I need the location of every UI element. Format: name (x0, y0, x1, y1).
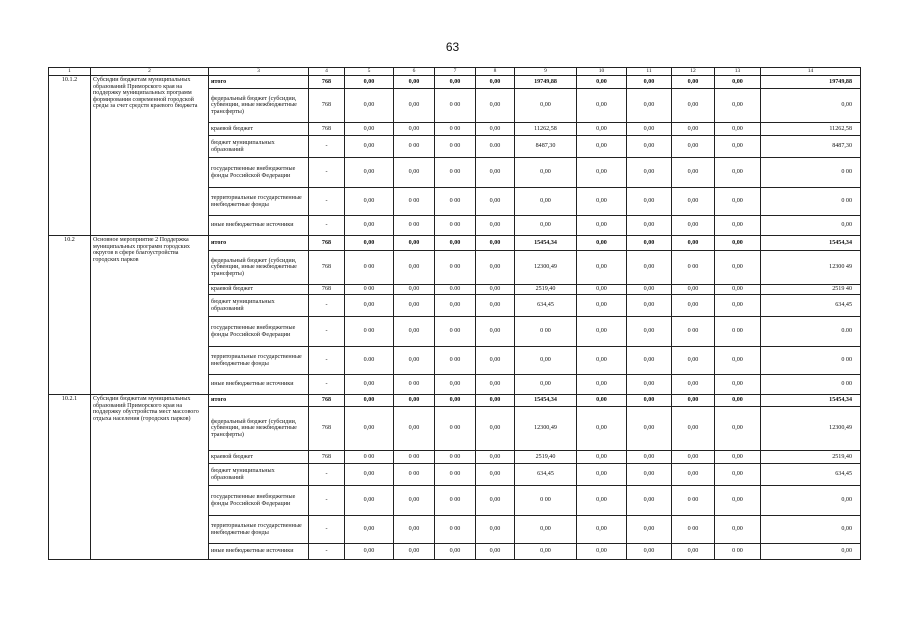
value-cell-col-9: 2519,40 (515, 451, 577, 464)
funding-source: государственные внебюджетные фонды Российской Федерации (209, 317, 309, 347)
value-cell-col-8: 0,00 (476, 216, 515, 236)
value-cell-col-6: 0,00 (394, 395, 435, 407)
value-cell-col-11: 0,00 (627, 251, 672, 285)
value-cell-col-11: 0,00 (627, 236, 672, 251)
value-cell-col-14: 634,45 (761, 295, 861, 317)
value-cell-col-10: 0,00 (577, 295, 627, 317)
value-cell-col-14: 0 00 (761, 158, 861, 188)
value-cell-col-10: 0,00 (577, 285, 627, 295)
value-cell-col-6: 0 00 (394, 188, 435, 216)
value-cell-col-10: 0,00 (577, 251, 627, 285)
value-cell-col-12: 0,00 (672, 544, 715, 560)
funding-source: иные внебюджетные источники (209, 216, 309, 236)
funding-source: федеральный бюджет (субсидии, субвенции, иные межбюджетные трансферты) (209, 251, 309, 285)
value-cell-col-8: 0,00 (476, 375, 515, 395)
value-cell-col-10: 0,00 (577, 544, 627, 560)
value-cell-col-8: 0,00 (476, 464, 515, 486)
value-cell-col-8: 0,00 (476, 516, 515, 544)
value-cell-col-4: 768 (309, 236, 345, 251)
value-cell-col-13: 0,00 (715, 464, 761, 486)
value-cell-col-5: 0,00 (345, 136, 394, 158)
funding-source: иные внебюджетные источники (209, 375, 309, 395)
value-cell-col-11: 0,00 (627, 395, 672, 407)
value-cell-col-6: 0 00 (394, 451, 435, 464)
value-cell-col-5: 0,00 (345, 544, 394, 560)
funding-source: бюджет муниципальных образований (209, 464, 309, 486)
funding-source: краевой бюджет (209, 451, 309, 464)
row-code: 10.2.1 (49, 395, 91, 560)
funding-source: территориальные государственные внебюджетные фонды (209, 347, 309, 375)
value-cell-col-9: 0,00 (515, 516, 577, 544)
value-cell-col-6: 0,00 (394, 76, 435, 89)
value-cell-col-10: 0,00 (577, 375, 627, 395)
value-cell-col-11: 0,00 (627, 347, 672, 375)
value-cell-col-14: 8487,30 (761, 136, 861, 158)
value-cell-col-8: 0,00 (476, 236, 515, 251)
value-cell-col-12: 0 00 (672, 251, 715, 285)
value-cell-col-4: - (309, 158, 345, 188)
funding-source: итого (209, 395, 309, 407)
page-number: 63 (445, 40, 460, 54)
value-cell-col-13: 0,00 (715, 216, 761, 236)
value-cell-col-14: 0 00 (761, 188, 861, 216)
value-cell-col-7: 0 00 (435, 216, 476, 236)
value-cell-col-13: 0,00 (715, 136, 761, 158)
value-cell-col-13: 0 00 (715, 317, 761, 347)
value-cell-col-12: 0,00 (672, 407, 715, 451)
value-cell-col-6: 0,00 (394, 516, 435, 544)
value-cell-col-14: 12300 49 (761, 251, 861, 285)
value-cell-col-11: 0,00 (627, 188, 672, 216)
value-cell-col-8: 0,00 (476, 407, 515, 451)
value-cell-col-10: 0,00 (577, 464, 627, 486)
column-header-14: 14 (761, 68, 861, 76)
column-header-4: 4 (309, 68, 345, 76)
value-cell-col-5: 0,00 (345, 395, 394, 407)
value-cell-col-14: 11262,58 (761, 123, 861, 136)
value-cell-col-4: - (309, 486, 345, 516)
value-cell-col-13: 0 00 (715, 544, 761, 560)
value-cell-col-10: 0,00 (577, 89, 627, 123)
value-cell-col-11: 0,00 (627, 136, 672, 158)
value-cell-col-11: 0,00 (627, 451, 672, 464)
value-cell-col-14: 12300,49 (761, 407, 861, 451)
value-cell-col-6: 0 00 (394, 375, 435, 395)
value-cell-col-12: 0,00 (672, 451, 715, 464)
value-cell-col-11: 0,00 (627, 317, 672, 347)
value-cell-col-5: 0,00 (345, 295, 394, 317)
value-cell-col-4: - (309, 216, 345, 236)
value-cell-col-12: 0,00 (672, 295, 715, 317)
value-cell-col-13: 0,00 (715, 347, 761, 375)
value-cell-col-6: 0,00 (394, 407, 435, 451)
value-cell-col-10: 0,00 (577, 486, 627, 516)
value-cell-col-14: 0,00 (761, 89, 861, 123)
funding-source: федеральный бюджет (субсидии, субвенции, иные межбюджетные трансферты) (209, 89, 309, 123)
value-cell-col-14: 0,00 (761, 216, 861, 236)
value-cell-col-7: 0 00 (435, 451, 476, 464)
value-cell-col-7: 0.00 (435, 285, 476, 295)
value-cell-col-11: 0,00 (627, 76, 672, 89)
value-cell-col-8: 0,00 (476, 451, 515, 464)
funding-source: краевой бюджет (209, 123, 309, 136)
funding-source: территориальные государственные внебюджетные фонды (209, 188, 309, 216)
value-cell-col-12: 0,00 (672, 123, 715, 136)
value-cell-col-10: 0,00 (577, 123, 627, 136)
value-cell-col-13: 0,00 (715, 123, 761, 136)
value-cell-col-6: 0,00 (394, 317, 435, 347)
value-cell-col-4: - (309, 516, 345, 544)
value-cell-col-14: 0.00 (761, 317, 861, 347)
value-cell-col-14: 634,45 (761, 464, 861, 486)
value-cell-col-14: 0,00 (761, 544, 861, 560)
value-cell-col-6: 0 00 (394, 136, 435, 158)
column-header-13: 13 (715, 68, 761, 76)
value-cell-col-7: 0 00 (435, 188, 476, 216)
value-cell-col-11: 0,00 (627, 295, 672, 317)
value-cell-col-9: 0 00 (515, 317, 577, 347)
value-cell-col-12: 0 00 (672, 486, 715, 516)
value-cell-col-7: 0 00 (435, 486, 476, 516)
value-cell-col-10: 0,00 (577, 395, 627, 407)
value-cell-col-10: 0,00 (577, 216, 627, 236)
table-header (49, 68, 861, 76)
funding-source: итого (209, 76, 309, 89)
value-cell-col-7: 0 00 (435, 89, 476, 123)
budget-table-container (48, 67, 860, 560)
value-cell-col-5: 0 00 (345, 285, 394, 295)
value-cell-col-12: 0 00 (672, 516, 715, 544)
value-cell-col-12: 0,00 (672, 89, 715, 123)
value-cell-col-8: 0,00 (476, 89, 515, 123)
value-cell-col-4: - (309, 136, 345, 158)
value-cell-col-13: 0,00 (715, 236, 761, 251)
value-cell-col-9: 15454,34 (515, 236, 577, 251)
value-cell-col-10: 0,00 (577, 407, 627, 451)
value-cell-col-8: 0,00 (476, 76, 515, 89)
funding-source: краевой бюджет (209, 285, 309, 295)
value-cell-col-7: 0 00 (435, 516, 476, 544)
value-cell-col-9: 0,00 (515, 89, 577, 123)
funding-source: бюджет муниципальных образований (209, 136, 309, 158)
value-cell-col-10: 0,00 (577, 158, 627, 188)
value-cell-col-12: 0,00 (672, 76, 715, 89)
value-cell-col-5: 0,00 (345, 236, 394, 251)
value-cell-col-10: 0,00 (577, 317, 627, 347)
value-cell-col-13: 0,00 (715, 407, 761, 451)
value-cell-col-9: 634,45 (515, 295, 577, 317)
value-cell-col-12: 0,00 (672, 236, 715, 251)
budget-table (48, 67, 861, 560)
value-cell-col-6: 0,00 (394, 236, 435, 251)
value-cell-col-8: 0,00 (476, 486, 515, 516)
value-cell-col-8: 0.00 (476, 136, 515, 158)
value-cell-col-5: 0,00 (345, 375, 394, 395)
value-cell-col-6: 0,00 (394, 295, 435, 317)
value-cell-col-7: 0,00 (435, 544, 476, 560)
column-header-11: 11 (627, 68, 672, 76)
value-cell-col-11: 0,00 (627, 464, 672, 486)
value-cell-col-4: 768 (309, 123, 345, 136)
value-cell-col-4: - (309, 375, 345, 395)
value-cell-col-7: 0 00 (435, 251, 476, 285)
table-row (49, 236, 861, 251)
column-header-12: 12 (672, 68, 715, 76)
value-cell-col-11: 0,00 (627, 486, 672, 516)
value-cell-col-10: 0,00 (577, 347, 627, 375)
column-header-6: 6 (394, 68, 435, 76)
value-cell-col-9: 12300,49 (515, 251, 577, 285)
value-cell-col-4: - (309, 295, 345, 317)
value-cell-col-13: 0,00 (715, 188, 761, 216)
funding-source: федеральный бюджет (субсидии, субвенции, иные межбюджетные трансферты) (209, 407, 309, 451)
value-cell-col-4: 768 (309, 89, 345, 123)
value-cell-col-13: 0,00 (715, 285, 761, 295)
value-cell-col-4: 768 (309, 395, 345, 407)
value-cell-col-7: 0 00 (435, 317, 476, 347)
value-cell-col-4: - (309, 464, 345, 486)
value-cell-col-11: 0,00 (627, 123, 672, 136)
value-cell-col-4: - (309, 188, 345, 216)
value-cell-col-9: 0,00 (515, 188, 577, 216)
value-cell-col-7: 0,00 (435, 76, 476, 89)
value-cell-col-14: 0 00 (761, 375, 861, 395)
value-cell-col-8: 0,00 (476, 544, 515, 560)
value-cell-col-8: 0,00 (476, 251, 515, 285)
value-cell-col-12: 0,00 (672, 375, 715, 395)
value-cell-col-7: 0 00 (435, 347, 476, 375)
value-cell-col-7: 0,00 (435, 295, 476, 317)
funding-source: итого (209, 236, 309, 251)
value-cell-col-12: 0,00 (672, 285, 715, 295)
column-header-5: 5 (345, 68, 394, 76)
value-cell-col-13: 0,00 (715, 295, 761, 317)
value-cell-col-13: 0,00 (715, 395, 761, 407)
value-cell-col-8: 0,00 (476, 158, 515, 188)
value-cell-col-14: 2519 40 (761, 285, 861, 295)
table-row (49, 395, 861, 407)
funding-source: бюджет муниципальных образований (209, 295, 309, 317)
value-cell-col-4: - (309, 347, 345, 375)
value-cell-col-6: 0,00 (394, 123, 435, 136)
value-cell-col-4: 768 (309, 76, 345, 89)
value-cell-col-9: 8487,30 (515, 136, 577, 158)
row-code: 10.1.2 (49, 76, 91, 236)
value-cell-col-11: 0,00 (627, 158, 672, 188)
header-row (49, 68, 861, 76)
value-cell-col-4: 768 (309, 407, 345, 451)
value-cell-col-5: 0 00 (345, 451, 394, 464)
value-cell-col-6: 0 00 (394, 216, 435, 236)
funding-source: государственные внебюджетные фонды Российской Федерации (209, 486, 309, 516)
value-cell-col-13: 0,00 (715, 451, 761, 464)
value-cell-col-13: 0,00 (715, 486, 761, 516)
value-cell-col-9: 0 00 (515, 486, 577, 516)
value-cell-col-8: 0,00 (476, 395, 515, 407)
value-cell-col-9: 0,00 (515, 216, 577, 236)
value-cell-col-10: 0,00 (577, 76, 627, 89)
value-cell-col-13: 0,00 (715, 158, 761, 188)
value-cell-col-6: 0,00 (394, 89, 435, 123)
value-cell-col-8: 0,00 (476, 123, 515, 136)
value-cell-col-10: 0,00 (577, 188, 627, 216)
value-cell-col-12: 0,00 (672, 136, 715, 158)
value-cell-col-14: 0 00 (761, 347, 861, 375)
value-cell-col-9: 15454,34 (515, 395, 577, 407)
column-header-3: 3 (209, 68, 309, 76)
value-cell-col-13: 0,00 (715, 89, 761, 123)
value-cell-col-8: 0,00 (476, 347, 515, 375)
value-cell-col-12: 0,00 (672, 216, 715, 236)
value-cell-col-5: 0.00 (345, 347, 394, 375)
value-cell-col-7: 0 00 (435, 136, 476, 158)
value-cell-col-6: 0,00 (394, 251, 435, 285)
value-cell-col-5: 0,00 (345, 407, 394, 451)
value-cell-col-12: 0,00 (672, 347, 715, 375)
value-cell-col-9: 0,00 (515, 347, 577, 375)
value-cell-col-6: 0,00 (394, 544, 435, 560)
value-cell-col-9: 634,45 (515, 464, 577, 486)
value-cell-col-13: 0,00 (715, 375, 761, 395)
value-cell-col-7: 0 00 (435, 464, 476, 486)
funding-source: территориальные государственные внебюджетные фонды (209, 516, 309, 544)
column-header-10: 10 (577, 68, 627, 76)
value-cell-col-5: 0,00 (345, 486, 394, 516)
value-cell-col-11: 0,00 (627, 407, 672, 451)
value-cell-col-9: 0,00 (515, 158, 577, 188)
value-cell-col-6: 0 00 (394, 464, 435, 486)
value-cell-col-12: 0 00 (672, 317, 715, 347)
value-cell-col-8: 0,00 (476, 285, 515, 295)
measure-name: Субсидии бюджетам муниципальных образований Приморского края на поддержку обустройства мест массового отдыха населения (городских парков) (91, 395, 209, 560)
value-cell-col-6: 0,00 (394, 486, 435, 516)
value-cell-col-11: 0,00 (627, 375, 672, 395)
value-cell-col-14: 2519,40 (761, 451, 861, 464)
value-cell-col-7: 0 00 (435, 123, 476, 136)
value-cell-col-4: 768 (309, 451, 345, 464)
value-cell-col-9: 19749,88 (515, 76, 577, 89)
value-cell-col-5: 0,00 (345, 216, 394, 236)
value-cell-col-5: 0 00 (345, 251, 394, 285)
value-cell-col-4: 768 (309, 285, 345, 295)
funding-source: иные внебюджетные источники (209, 544, 309, 560)
value-cell-col-4: - (309, 317, 345, 347)
column-header-9: 9 (515, 68, 577, 76)
value-cell-col-8: 0,00 (476, 317, 515, 347)
funding-source: государственные внебюджетные фонды Российской Федерации (209, 158, 309, 188)
value-cell-col-7: 0,00 (435, 395, 476, 407)
value-cell-col-10: 0,00 (577, 516, 627, 544)
value-cell-col-9: 2519,40 (515, 285, 577, 295)
value-cell-col-13: 0,00 (715, 516, 761, 544)
value-cell-col-5: 0,00 (345, 516, 394, 544)
value-cell-col-11: 0,00 (627, 89, 672, 123)
value-cell-col-8: 0,00 (476, 295, 515, 317)
value-cell-col-4: 768 (309, 251, 345, 285)
row-code: 10.2 (49, 236, 91, 395)
value-cell-col-11: 0,00 (627, 216, 672, 236)
value-cell-col-10: 0,00 (577, 451, 627, 464)
value-cell-col-6: 0,00 (394, 285, 435, 295)
value-cell-col-12: 0,00 (672, 395, 715, 407)
value-cell-col-7: 0,00 (435, 236, 476, 251)
value-cell-col-5: 0,00 (345, 123, 394, 136)
value-cell-col-14: 0,00 (761, 516, 861, 544)
value-cell-col-9: 0,00 (515, 375, 577, 395)
value-cell-col-10: 0,00 (577, 236, 627, 251)
value-cell-col-9: 12300,49 (515, 407, 577, 451)
column-header-8: 8 (476, 68, 515, 76)
value-cell-col-13: 0,00 (715, 76, 761, 89)
value-cell-col-6: 0,00 (394, 347, 435, 375)
column-header-2: 2 (91, 68, 209, 76)
value-cell-col-8: 0,00 (476, 188, 515, 216)
value-cell-col-5: 0,00 (345, 464, 394, 486)
column-header-1: 1 (49, 68, 91, 76)
value-cell-col-14: 19749,88 (761, 76, 861, 89)
value-cell-col-9: 11262,58 (515, 123, 577, 136)
value-cell-col-12: 0,00 (672, 464, 715, 486)
value-cell-col-10: 0,00 (577, 136, 627, 158)
value-cell-col-4: - (309, 544, 345, 560)
value-cell-col-5: 0,00 (345, 89, 394, 123)
value-cell-col-12: 0,00 (672, 158, 715, 188)
value-cell-col-9: 0,00 (515, 544, 577, 560)
table-row (49, 76, 861, 89)
value-cell-col-14: 15454,34 (761, 395, 861, 407)
measure-name: Основное мероприятие 2 Поддержка муниципальных программ городских округов в сфере благоустройства городских парков (91, 236, 209, 395)
value-cell-col-5: 0,00 (345, 158, 394, 188)
value-cell-col-7: 0 00 (435, 407, 476, 451)
value-cell-col-5: 0 00 (345, 317, 394, 347)
value-cell-col-7: 0 00 (435, 158, 476, 188)
value-cell-col-14: 0,00 (761, 486, 861, 516)
value-cell-col-11: 0,00 (627, 544, 672, 560)
measure-name: Субсидии бюджетам муниципальных образований Приморского края на поддержку муниципальных программ формирования современной городской среды за счет средств краевого бюджета (91, 76, 209, 236)
value-cell-col-14: 15454,34 (761, 236, 861, 251)
value-cell-col-11: 0,00 (627, 516, 672, 544)
value-cell-col-7: 0,00 (435, 375, 476, 395)
value-cell-col-13: 0,00 (715, 251, 761, 285)
value-cell-col-11: 0,00 (627, 285, 672, 295)
value-cell-col-12: 0,00 (672, 188, 715, 216)
value-cell-col-6: 0,00 (394, 158, 435, 188)
column-header-7: 7 (435, 68, 476, 76)
value-cell-col-5: 0,00 (345, 188, 394, 216)
table-body (49, 76, 861, 560)
value-cell-col-5: 0,00 (345, 76, 394, 89)
